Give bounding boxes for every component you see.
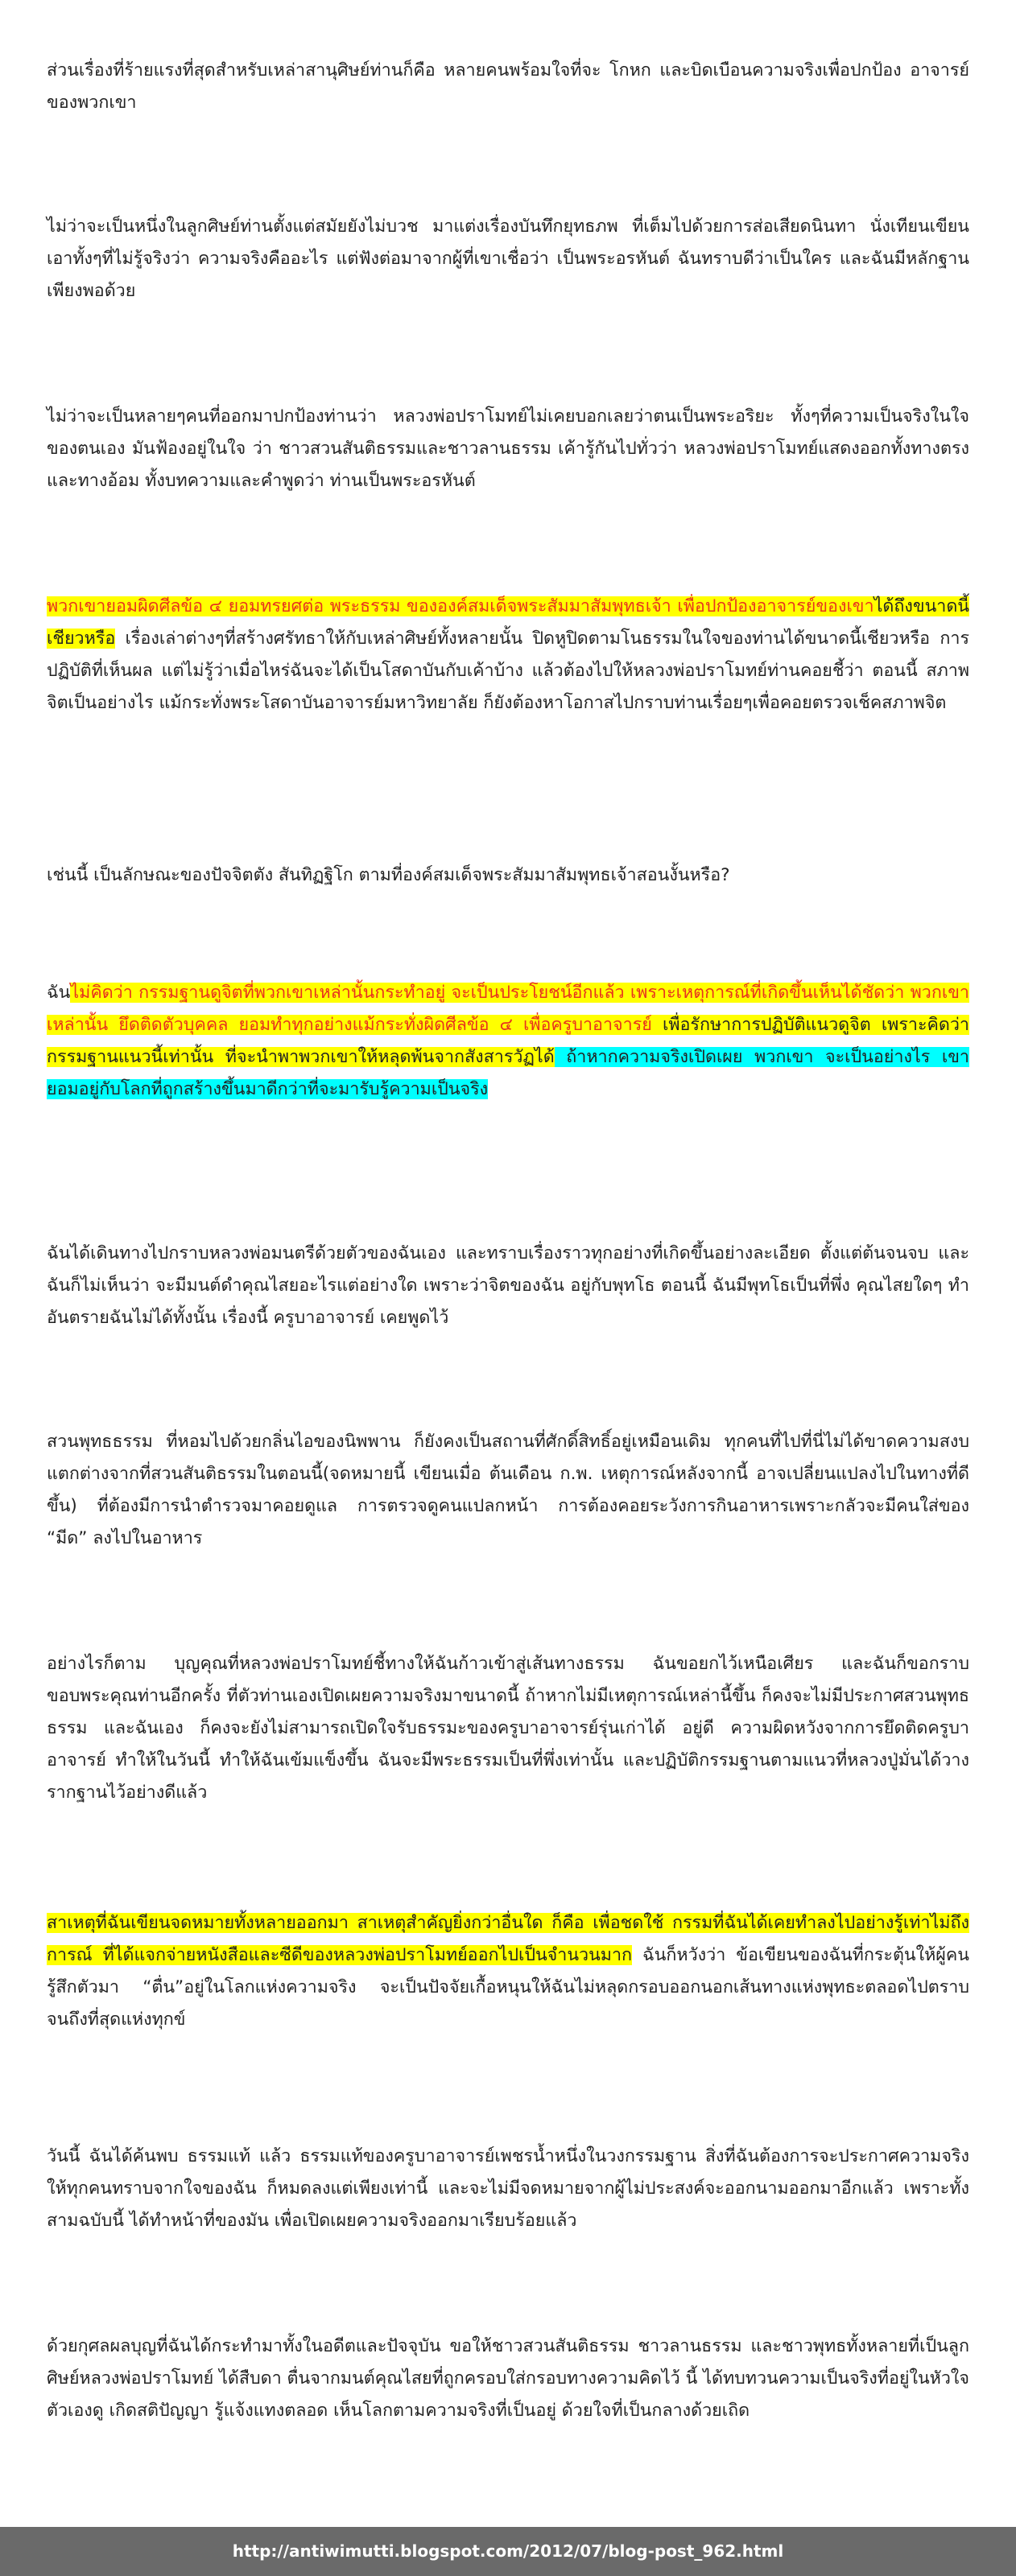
- paragraph-7: [47, 1238, 969, 1334]
- paragraph-text-segment: ฉันก็หวังว่า ข้อเขียนของฉันที่กระตุ้นให้ผู้คนรู้สึกตัวมา “ตื่น”อยู่ในโลกแห่งความจริง จะเป็นปัจจัยเกื้อหนุนให้ฉันไม่หลุดกรอบออกนอกเส้นทางแห่งพุทธะตลอดไปตราบจนถึงที่สุดแห่งทุกข์: [47, 1945, 969, 2030]
- paragraph-text-segment: พวกเขายอมผิดศีลข้อ ๔ ยอมทรยศต่อ พระธรรม ขององค์สมเด็จพระสัมมาสัมพุทธเจ้า เพื่อปกป้องอาจารย์ของเขา: [47, 596, 874, 616]
- paragraph-text-segment: สาเหตุที่ฉันเขียนจดหมายทั้งหลายออกมา สาเหตุสำคัญยิ่งกว่าอื่นใด ก็คือ เพื่อชดใช้ กรรมที่ฉันได้เคยทำลงไปอย่างรู้เท่าไม่ถึงการณ์ ที่ได้แจกจ่ายหนังสือและซีดีของหลวงพ่อปราโมทย์ออกไปเป็นจำนวนมาก: [47, 1913, 969, 1965]
- paragraph-text-segment: ฉันได้เดินทางไปกราบหลวงพ่อมนตรีด้วยตัวของฉันเอง และทราบเรื่องราวทุกอย่างที่เกิดขึ้นอย่างละเอียด ตั้งแต่ต้นจนจบ และฉันก็ไม่เห็นว่า จะมีมนต์ดำคุณไสยอะไรแต่อย่างใด เพราะว่าจิตของฉัน อยู่กับพุทโธ ตอนนี้ ฉันมีพุทโธเป็นที่พึ่ง คุณไสยใดๆ ทำอันตรายฉันไม่ได้ทั้งนั้น เรื่องนี้ ครูบาอาจารย์ เคยพูดไว้: [47, 1243, 969, 1328]
- paragraph-text-segment: ถ้าหากความจริงเปิดเผย พวกเขา จะเป็นอย่างไร เขายอมอยู่กับโลกที่ถูกสร้างขึ้นมาดีกว่าที่จะมารับรู้ความเป็นจริง: [47, 1047, 969, 1099]
- paragraph-9: [47, 1648, 969, 1809]
- paragraph-text-segment: เรื่องเล่าต่างๆที่สร้างศรัทธาให้กับเหล่าศิษย์ทั้งหลายนั้น ปิดหูปิดตามโนธรรมในใจของท่านได้ขนาดนี้เชียวหรือ การปฏิบัติที่เห็นผล แต่ไม่รู้ว่าเมื่อไหร่ฉันจะได้เป็นโสดาบันกับเค้าบ้าง แล้วต้องไปให้หลวงพ่อปราโมทย์ท่านคอยชี้ว่า ตอนนี้ สภาพจิตเป็นอย่างไร แม้กระทั่งพระโสดาบันอาจารย์มหาวิทยาลัย ก็ยังต้องหาโอกาสไปกราบท่านเรื่อยๆเพื่อคอยตรวจเช็คสภาพจิต: [47, 629, 969, 713]
- paragraph-2: [47, 211, 969, 307]
- paragraph-text-segment: ส่วนเรื่องที่ร้ายแรงที่สุดสำหรับเหล่าสานุศิษย์ท่านก็คือ หลายคนพร้อมใจที่จะ โกหก และบิดเบือนความจริงเพื่อปกป้อง อาจารย์ของพวกเขา: [47, 60, 969, 113]
- paragraph-text-segment: สวนพุทธธรรม ที่หอมไปด้วยกลิ่นไอของนิพพาน ก็ยังคงเป็นสถานที่ศักดิ์สิทธิ์อยู่เหมือนเดิม ทุกคนที่ไปที่นี่ไม่ได้ขาดความสงบ แตกต่างจากที่สวนสันติธรรมในตอนนี้(จดหมายนี้ เขียนเมื่อ ต้นเดือน ก.พ. เหตุการณ์หลังจากนี้ อาจเปลี่ยนแปลงไปในทางที่ดีขึ้น) ที่ต้องมีการนำตำรวจมาคอยดูแล การตรวจดูคนแปลกหน้า การต้องคอยระวังการกินอาหารเพราะกลัวจะมีคนใส่ของ “มีด” ลงไปในอาหาร: [47, 1432, 969, 1548]
- paragraph-text-segment: เช่นนี้ เป็นลักษณะของปัจจิตตัง สันทิฏฐิโก ตามที่องค์สมเด็จพระสัมมาสัมพุทธเจ้าสอนงั้นหรือ?: [47, 865, 730, 885]
- paragraph-3: [47, 401, 969, 497]
- paragraph-text-segment: ไม่ว่าจะเป็นหนึ่งในลูกศิษย์ท่านตั้งแต่สมัยยังไม่บวช มาแต่งเรื่องบันทึกยุทธภพ ที่เต็มไปด้วยการส่อเสียดนินทา นั่งเทียนเขียนเอาทั้งๆที่ไม่รู้จริงว่า ความจริงคืออะไร แต่ฟังต่อมาจากผู้ที่เขาเชื่อว่า เป็นพระอรหันต์ ฉันทราบดีว่าเป็นใคร และฉันมีหลักฐานเพียงพอด้วย: [47, 216, 969, 301]
- paragraph-4: [47, 591, 969, 719]
- paragraph-12: [47, 2331, 969, 2427]
- paragraph-1: [47, 55, 969, 119]
- paragraph-10: [47, 1907, 969, 2036]
- paragraph-text-segment: ฉัน: [47, 983, 71, 1003]
- paragraph-text-segment: ไม่คิดว่า กรรมฐานดูจิตที่พวกเขาเหล่านั้นกระทำอยู่ จะเป็นประโยชน์อีกแล้ว เพราะเหตุการณ์ที่เกิดขึ้นเห็นได้ชัดว่า พวกเขาเหล่านั้น ยึดติดตัวบุคคล ยอมทำทุกอย่างแม้กระทั่งผิดศีลข้อ ๔ เพื่อครูบาอาจารย์: [47, 983, 969, 1035]
- footer-url: http://antiwimutti.blogspot.com/2012/07/blog-post_962.html: [232, 2541, 784, 2561]
- paragraph-5: [47, 859, 969, 892]
- footer-url-bar: [0, 2527, 1016, 2576]
- paragraph-text-segment: ได้ถึงขนาดนี้เชียวหรือ: [47, 596, 969, 649]
- paragraph-6: [47, 977, 969, 1106]
- paragraph-text-segment: อย่างไรก็ตาม บุญคุณที่หลวงพ่อปราโมทย์ชี้ทางให้ฉันก้าวเข้าสู่เส้นทางธรรม ฉันขอยกไว้เหนือเศียร และฉันก็ขอกราบขอบพระคุณท่านอีกครั้ง ที่ตัวท่านเองเปิดเผยความจริงมาขนาดนี้ ถ้าหากไม่มีเหตุการณ์เหล่านี้ขึ้น ก็คงจะไม่มีประกาศสวนพุทธธรรม และฉันเอง ก็คงจะยังไม่สามารถเปิดใจรับธรรมะของครูบาอาจารย์รุ่นเก่าได้ อยู่ดี ความผิดหวังจากการยึดติดครูบาอาจารย์ ทำให้ในวันนี้ ทำให้ฉันเข้มแข็งขึ้น ฉันจะมีพระธรรมเป็นที่พึ่งเท่านั้น และปฏิบัติกรรมฐานตามแนวที่หลวงปู่มั่นได้วางรากฐานไว้อย่างดีแล้ว: [47, 1654, 969, 1803]
- paragraph-11: [47, 2141, 969, 2237]
- paragraph-text-segment: ไม่ว่าจะเป็นหลายๆคนที่ออกมาปกป้องท่านว่า หลวงพ่อปราโมทย์ไม่เคยบอกเลยว่าตนเป็นพระอริยะ ทั้งๆที่ความเป็นจริงในใจของตนเอง มันฟ้องอยู่ในใจ ว่า ชาวสวนสันติธรรมและชาวลานธรรม เค้ารู้กันไปทั่วว่า หลวงพ่อปราโมทย์แสดงออกทั้งทางตรงและทางอ้อม ทั้งบทความและคำพูดว่า ท่านเป็นพระอรหันต์: [47, 406, 969, 491]
- paragraph-text-segment: ด้วยกุศลผลบุญที่ฉันได้กระทำมาทั้งในอดีตและปัจจุบัน ขอให้ชาวสวนสันติธรรม ชาวลานธรรม และชาวพุทธทั้งหลายที่เป็นลูกศิษย์หลวงพ่อปราโมทย์ ได้สืบดา ตื่นจากมนต์คุณไสยที่ถูกครอบใส่กรอบทางความคิดไว้ นี้ ได้ทบทวนความเป็นจริงที่อยู่ในหัวใจตัวเองดู เกิดสติปัญญา รู้แจ้งแทงตลอด เห็นโลกตามความจริงที่เป็นอยู่ ด้วยใจที่เป็นกลางด้วยเถิด: [47, 2336, 969, 2421]
- paragraph-text-segment: วันนี้ ฉันได้ค้นพบ ธรรมแท้ แล้ว ธรรมแท้ของครูบาอาจารย์เพชรน้ำหนึ่งในวงกรรมฐาน สิ่งที่ฉันต้องการจะประกาศความจริงให้ทุกคนทราบจากใจของฉัน ก็หมดลงแต่เพียงเท่านี้ และจะไม่มีจดหมายจากผู้ไม่ประสงค์จะออกนามออกมาอีกแล้ว เพราะทั้งสามฉบับนี้ ได้ทำหน้าที่ของมัน เพื่อเปิดเผยความจริงออกมาเรียบร้อยแล้ว: [47, 2146, 969, 2231]
- paragraph-text-segment: เพื่อรักษาการปฏิบัติแนวดูจิต เพราะคิดว่า กรรมฐานแนวนี้เท่านั้น ที่จะนำพาพวกเขาให้หลุดพ้นจากสังสารวัฏได้: [47, 1015, 969, 1067]
- paragraph-8: [47, 1426, 969, 1555]
